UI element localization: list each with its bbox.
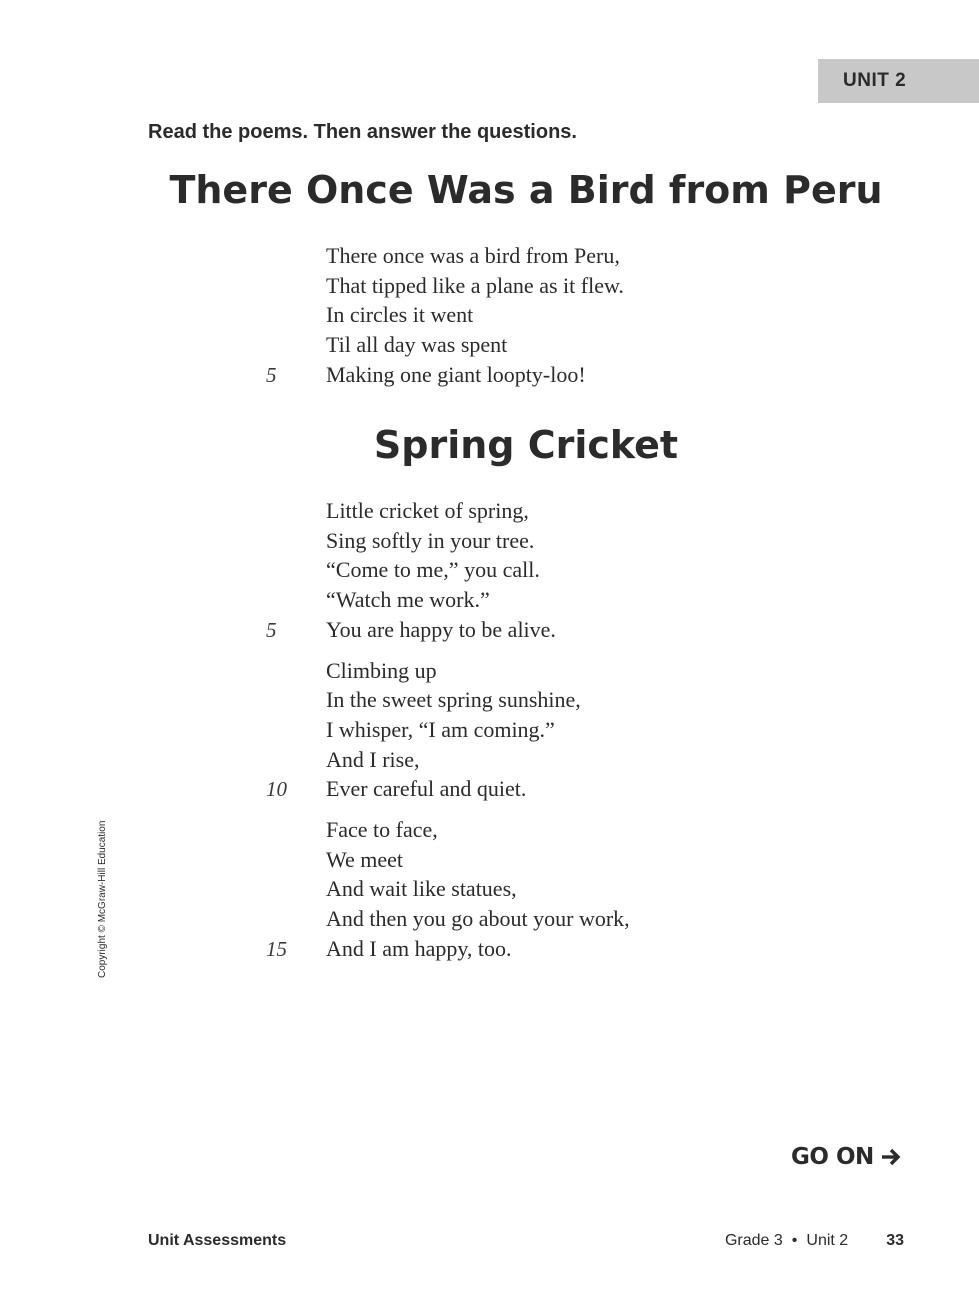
poem-line: Little cricket of spring,: [326, 498, 529, 523]
go-on-label: GO ON: [791, 1144, 874, 1170]
poem-line: Making one giant loopty-loo!: [326, 362, 586, 387]
poem-line: In the sweet spring sunshine,: [326, 687, 581, 712]
arrow-right-icon: [880, 1147, 902, 1167]
poem-line: In circles it went: [326, 302, 474, 327]
footer-page-info: [725, 1232, 904, 1250]
poem-line: And wait like statues,: [326, 876, 517, 901]
poem-line: And I am happy, too.: [326, 936, 512, 961]
poem-line: “Watch me work.”: [326, 587, 490, 612]
line-number: 5: [266, 618, 277, 642]
poem-line: “Come to me,” you call.: [326, 557, 540, 582]
footer-section-title: Unit Assessments: [148, 1232, 287, 1249]
copyright-notice: Copyright © McGraw-Hill Education: [97, 820, 108, 978]
poem-line: Face to face,: [326, 817, 438, 842]
footer-grade: Grade 3: [724, 1232, 783, 1249]
page-number: 33: [886, 1232, 904, 1249]
footer-unit: Unit 2: [806, 1232, 849, 1249]
go-on-indicator: [791, 1144, 902, 1170]
poem-line: Ever careful and quiet.: [326, 776, 527, 801]
poem-title-spring-cricket: Spring Cricket: [373, 423, 679, 467]
poem-line: That tipped like a plane as it flew.: [326, 273, 624, 298]
footer-separator: •: [791, 1232, 798, 1249]
instructions: Read the poems. Then answer the questions.: [148, 121, 577, 143]
poem-title-bird-from-peru: There Once Was a Bird from Peru: [169, 168, 883, 212]
line-number: 10: [266, 777, 287, 801]
line-number: 15: [266, 937, 287, 961]
unit-tab: UNIT 2: [818, 59, 979, 103]
poem-line: You are happy to be alive.: [326, 617, 556, 642]
poem-line: And I rise,: [326, 747, 420, 772]
poem-line: I whisper, “I am coming.”: [326, 717, 555, 742]
poem-line: And then you go about your work,: [326, 906, 630, 931]
poem-line: There once was a bird from Peru,: [326, 243, 620, 268]
poem-line: We meet: [326, 847, 404, 872]
poem-line: Til all day was spent: [326, 332, 508, 357]
poem-line: Climbing up: [326, 658, 437, 683]
poem-line: Sing softly in your tree.: [326, 528, 535, 553]
line-number: 5: [266, 363, 277, 387]
